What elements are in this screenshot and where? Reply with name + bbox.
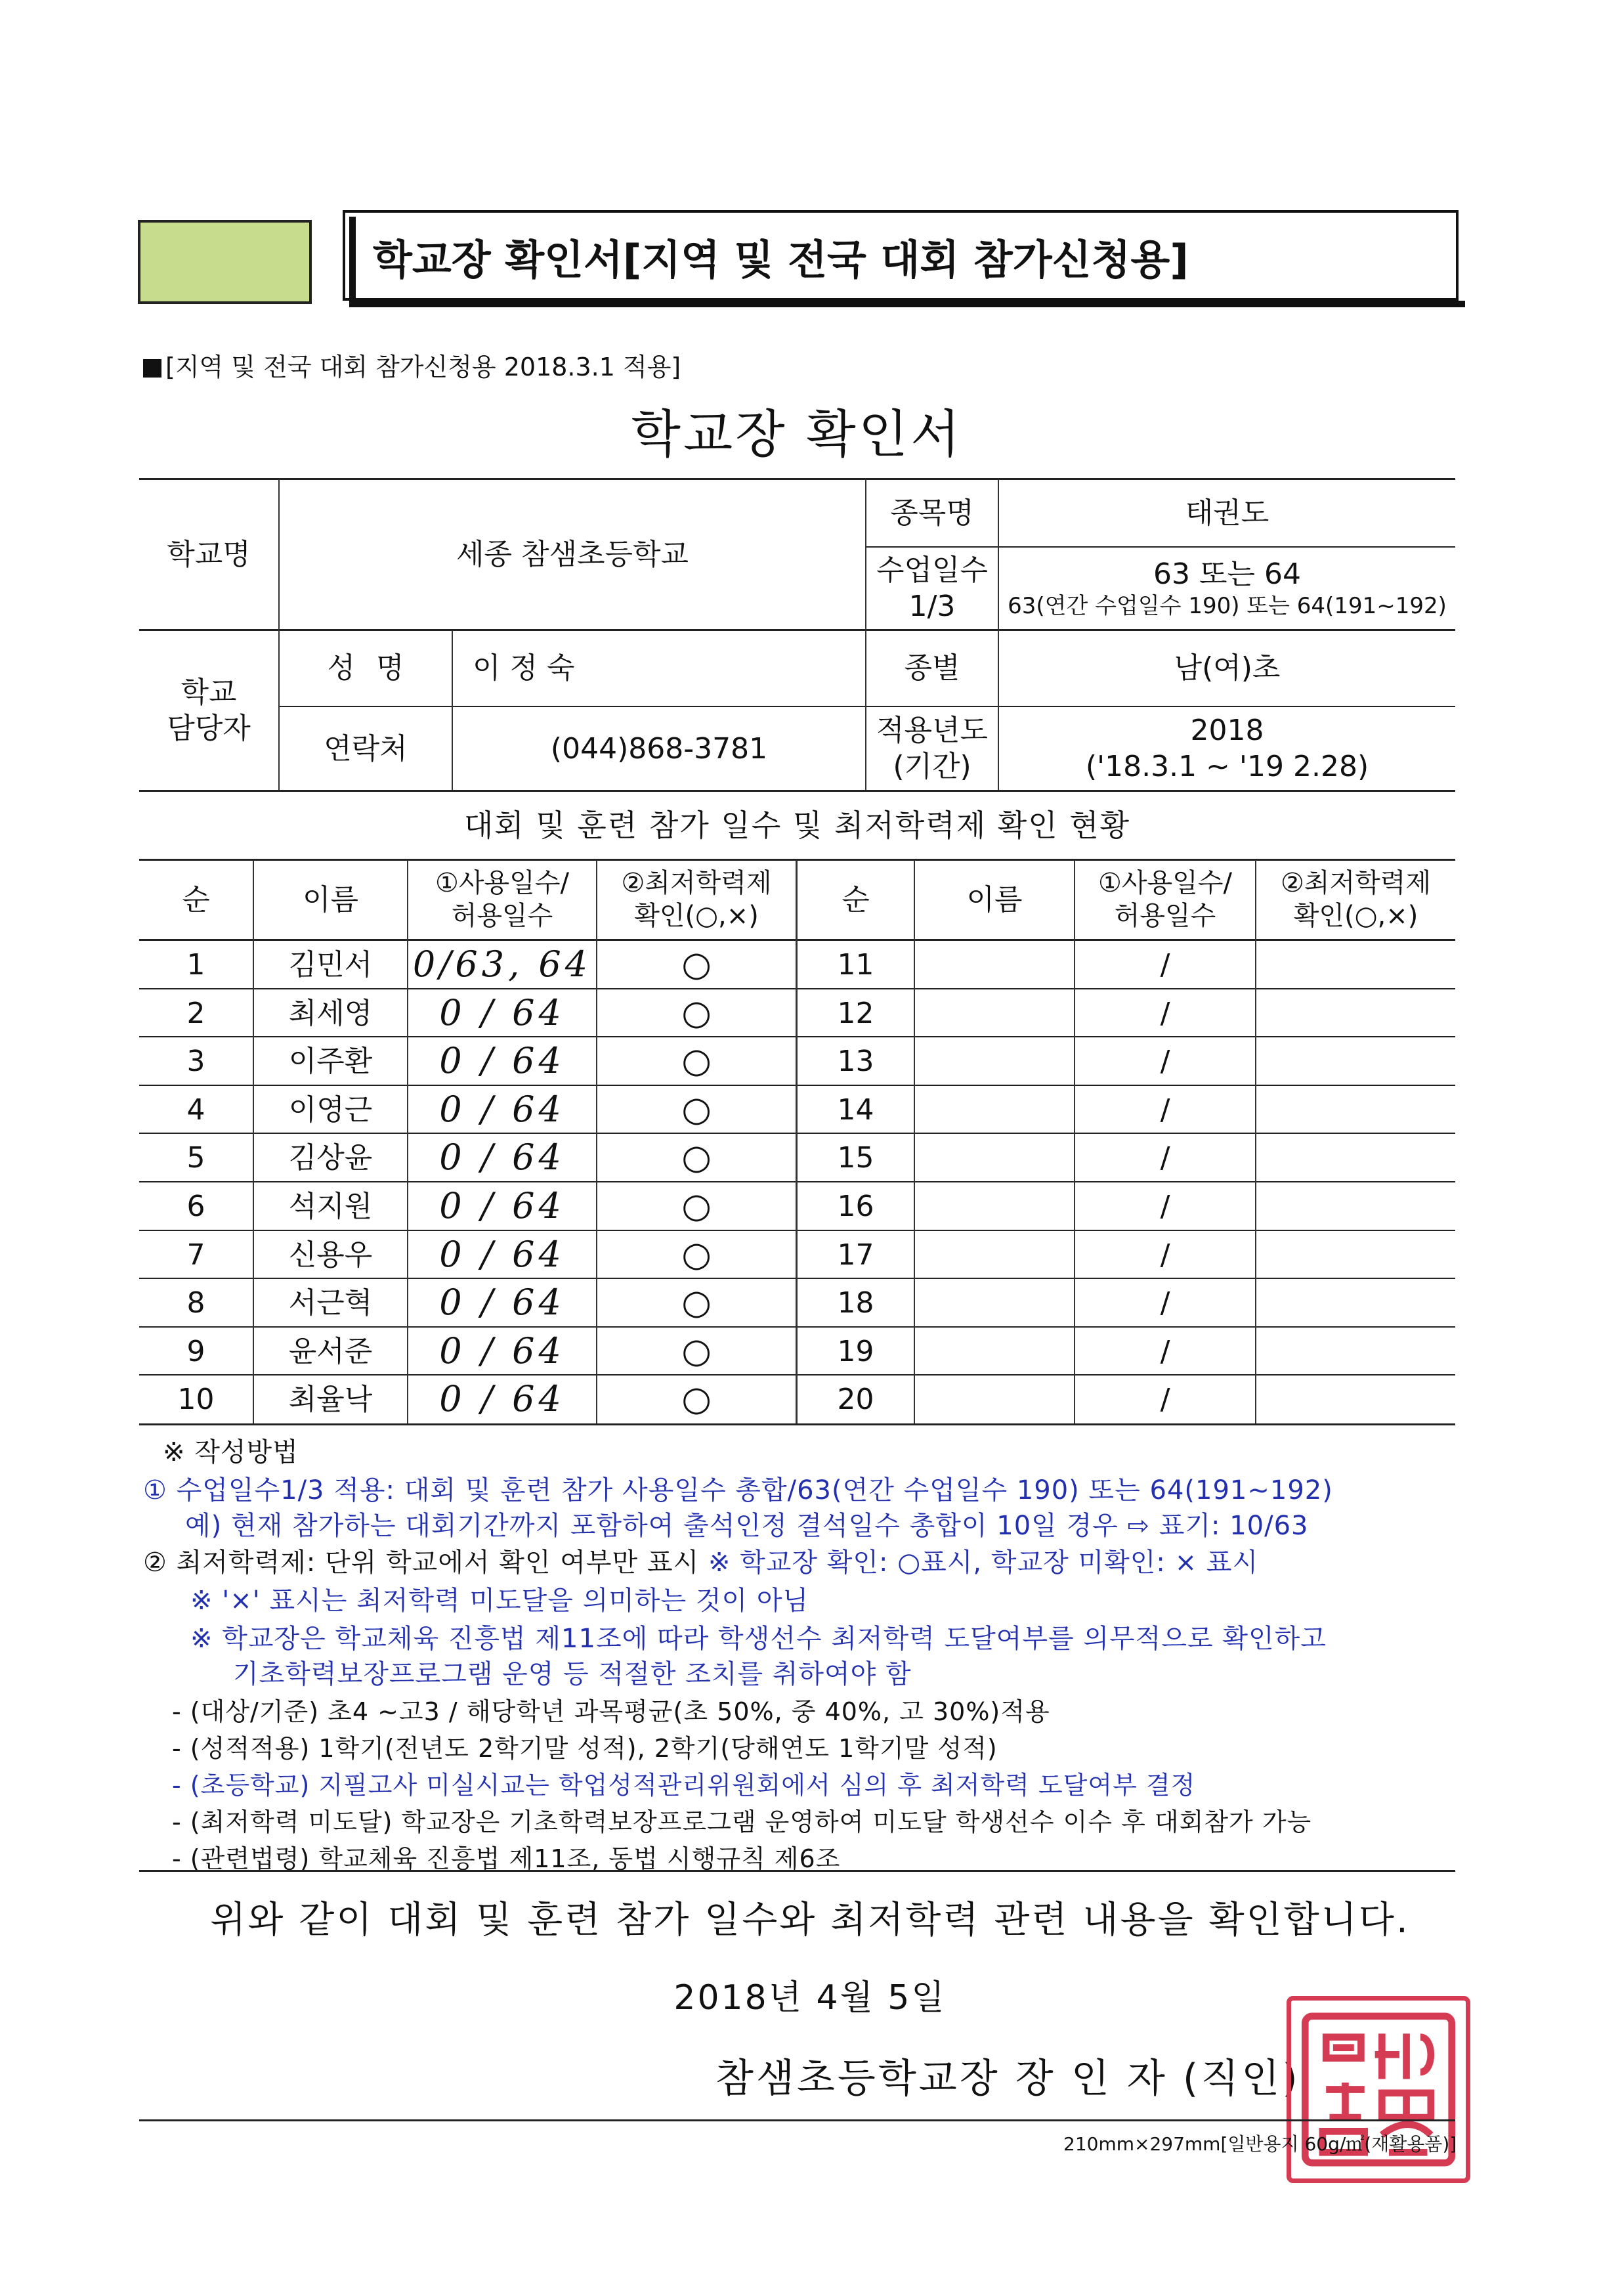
days-label-line2: 1/3	[908, 590, 956, 623]
gender-value: 남(여)초	[1174, 651, 1281, 685]
detail-3: - (초등학교) 지필고사 미실시교는 학업성적관리위원회에서 심의 후 최저학력 도달여부 결정	[172, 1771, 1196, 1800]
days-value-line1: 63 또는 64	[1153, 557, 1301, 592]
status-cell-number: 12	[837, 996, 874, 1030]
info-table-bottom-border	[139, 790, 1455, 792]
principal-signature-line: 참샘초등학교장 장 인 자 (직인)	[715, 2056, 1300, 2102]
status-cell-days: 0 / 64	[439, 992, 565, 1034]
status-cell-check	[1256, 1085, 1455, 1134]
detail-1: - (대상/기준) 초4 ~고3 / 해당학년 과목평균(초 50%, 중 40%, 고 30%)적용	[172, 1697, 1050, 1726]
status-cell-days: /	[1160, 1140, 1170, 1175]
status-cell-number: 15	[837, 1140, 874, 1175]
status-cell-check: ○	[681, 1282, 712, 1322]
status-cell-number: 11	[837, 947, 874, 982]
col-header-days-line2: 허용일수	[1114, 901, 1216, 931]
detail-4: - (최저학력 미도달) 학교장은 기초학력보장프로그램 운영하여 미도달 학생선수 이수 후 대회참가 가능	[172, 1808, 1312, 1836]
year-value-line1: 2018	[1190, 714, 1264, 747]
status-cell-name	[915, 989, 1074, 1037]
status-cell-days: /	[1160, 1334, 1170, 1368]
status-cell-days: 0 / 64	[439, 1040, 565, 1082]
col-header-check	[597, 860, 796, 939]
footer-border	[139, 2119, 1455, 2121]
year-label-line1: 적용년도	[876, 714, 988, 747]
status-table-caption: 대회 및 훈련 참가 일수 및 최저학력제 확인 현황	[463, 807, 1131, 843]
col-header-days-line2: 허용일수	[451, 901, 553, 931]
notes-bottom-border	[139, 1870, 1455, 1872]
status-cell-number: 19	[837, 1334, 874, 1368]
contact-label-line2: 담당자	[167, 711, 251, 745]
header-color-block	[138, 220, 312, 304]
days-value-line2: 63(연간 수업일수 190) 또는 64(191~192)	[1008, 593, 1447, 620]
status-cell-days: /	[1160, 1286, 1170, 1320]
status-cell-days: /	[1160, 996, 1170, 1030]
phone-label: 연락처	[324, 731, 408, 766]
status-cell-check: ○	[681, 1089, 712, 1129]
status-cell-number: 9	[186, 1334, 205, 1368]
status-cell-number: 13	[837, 1044, 874, 1078]
status-cell-check: ○	[681, 1137, 712, 1177]
status-cell-number: 4	[186, 1093, 205, 1127]
status-cell-check	[1256, 940, 1455, 989]
status-cell-check	[1256, 1037, 1455, 1085]
status-cell-number: 1	[186, 947, 205, 982]
gender-label: 종별	[904, 651, 960, 685]
status-cell-check: ○	[681, 1331, 712, 1371]
sport-value: 태권도	[1185, 496, 1269, 530]
sport-label: 종목명	[890, 496, 974, 530]
status-cell-number: 7	[186, 1238, 205, 1272]
detail-5: - (관련법령) 학교체육 진흥법 제11조, 동법 시행규칙 제6조	[172, 1844, 841, 1873]
col-header-check-line1: ②최저학력제	[621, 868, 772, 898]
status-cell-check	[1256, 989, 1455, 1037]
status-cell-days: /	[1160, 1189, 1170, 1223]
col-header-no: 순	[842, 882, 870, 917]
school-label: 학교명	[167, 537, 251, 571]
status-cell-check	[1256, 1182, 1455, 1230]
col-header-days	[1075, 860, 1255, 939]
paper-spec-footer: 210mm×297mm[일반용지 60g/㎡(재활용품)]	[1063, 2133, 1457, 2155]
status-cell-check: ○	[681, 1186, 712, 1226]
status-cell-days: 0 / 64	[439, 1330, 565, 1372]
name-label: 성 명	[327, 651, 404, 685]
status-cell-name: 서근혁	[288, 1286, 373, 1320]
status-cell-check	[1256, 1230, 1455, 1279]
status-cell-days: 0 / 64	[439, 1185, 565, 1227]
status-cell-number: 18	[837, 1286, 874, 1320]
status-cell-check: ○	[681, 1379, 712, 1419]
status-cell-number: 16	[837, 1189, 874, 1223]
col-header-check-line2: 확인(○,×)	[634, 901, 759, 931]
status-cell-name	[915, 1278, 1074, 1327]
year-label-line2: (기간)	[893, 750, 971, 783]
year-value-line2: ('18.3.1 ~ '19 2.28)	[1085, 750, 1369, 783]
status-cell-number: 8	[186, 1286, 205, 1320]
subtitle	[143, 347, 681, 383]
status-cell-check: ○	[681, 1041, 712, 1081]
confirmation-statement: 위와 같이 대회 및 훈련 참가 일수와 최저학력 관련 내용을 확인합니다.	[210, 1899, 1410, 1941]
name-value: 이 정 숙	[473, 651, 575, 685]
status-cell-check	[1256, 1375, 1455, 1423]
status-cell-check: ○	[681, 993, 712, 1033]
status-cell-number: 10	[177, 1382, 215, 1416]
status-cell-check	[1256, 1133, 1455, 1182]
status-cell-name: 신용우	[288, 1238, 373, 1272]
year-label	[866, 707, 998, 790]
status-cell-name	[915, 1085, 1074, 1134]
status-cell-number: 5	[186, 1140, 205, 1175]
detail-2: - (성적적용) 1학기(전년도 2학기말 성적), 2학기(당해연도 1학기말 성적)	[172, 1734, 998, 1763]
phone-value: (044)868-3781	[550, 731, 768, 766]
col-header-name: 이름	[966, 882, 1023, 917]
col-header-check	[1256, 860, 1455, 939]
school-value: 세종 참샘초등학교	[456, 537, 689, 571]
days-label-line1: 수업일수	[876, 553, 988, 587]
status-cell-check: ○	[681, 1234, 712, 1274]
status-cell-name: 이주환	[288, 1044, 373, 1078]
status-cell-name	[915, 1037, 1074, 1085]
status-cell-check	[1256, 1278, 1455, 1327]
status-cell-days: /	[1160, 1382, 1170, 1416]
status-cell-number: 6	[186, 1189, 205, 1223]
status-cell-days: /	[1160, 1238, 1170, 1272]
status-cell-days: 0/63, 64	[412, 943, 592, 986]
note-2a-text: ② 최저학력제: 단위 학교에서 확인 여부만 표시	[143, 1548, 700, 1578]
status-cell-name	[915, 1230, 1074, 1279]
status-cell-check: ○	[681, 944, 712, 984]
status-cell-days: 0 / 64	[439, 1137, 565, 1179]
status-cell-name: 김상윤	[288, 1140, 373, 1175]
status-cell-days: /	[1160, 1093, 1170, 1127]
status-cell-name: 윤서준	[288, 1334, 373, 1368]
status-cell-name	[915, 940, 1074, 989]
col-header-check-line2: 확인(○,×)	[1293, 901, 1418, 931]
note-2d: 기초학력보장프로그램 운영 등 적절한 조치를 취하여야 함	[233, 1659, 912, 1689]
status-cell-number: 17	[837, 1238, 874, 1272]
status-cell-name	[915, 1182, 1074, 1230]
contact-label	[139, 630, 278, 790]
status-cell-days: /	[1160, 947, 1170, 982]
days-value	[999, 548, 1455, 629]
square-bullet-icon	[143, 359, 161, 378]
days-label	[866, 548, 998, 629]
year-value	[999, 707, 1455, 790]
col-header-no: 순	[182, 882, 210, 917]
note-2c: ※ 학교장은 학교체육 진흥법 제11조에 따라 학생선수 최저학력 도달여부를 의무적으로 확인하고	[190, 1624, 1327, 1654]
col-header-days-line1: ①사용일수/	[1098, 868, 1232, 898]
subtitle-text: [지역 및 전국 대회 참가신청용 2018.3.1 적용]	[165, 353, 681, 381]
status-cell-name	[915, 1375, 1074, 1423]
status-cell-name: 최율낙	[288, 1382, 373, 1416]
contact-label-line1: 학교	[181, 675, 237, 709]
status-cell-check	[1256, 1327, 1455, 1375]
status-cell-name	[915, 1133, 1074, 1182]
status-cell-name	[915, 1327, 1074, 1375]
status-cell-days: 0 / 64	[439, 1089, 565, 1131]
document-title: 학교장 확인서	[631, 405, 963, 464]
status-cell-days: 0 / 64	[439, 1234, 565, 1276]
col-header-check-line1: ②최저학력제	[1280, 868, 1432, 898]
note-2a	[143, 1542, 1258, 1579]
note-1a: ① 수업일수1/3 적용: 대회 및 훈련 참가 사용일수 총합/63(연간 수업일수 190) 또는 64(191~192)	[143, 1475, 1333, 1505]
notes-heading: ※ 작성방법	[163, 1437, 299, 1467]
status-cell-days: 0 / 64	[439, 1378, 565, 1420]
status-cell-name: 석지원	[288, 1189, 373, 1223]
status-cell-number: 14	[837, 1093, 874, 1127]
col-header-days	[408, 860, 596, 939]
status-table-bottom-border	[139, 1423, 1455, 1425]
note-2a-mark-text: ※ 학교장 확인: ○표시, 학교장 미확인: × 표시	[708, 1548, 1259, 1578]
col-header-name: 이름	[302, 882, 358, 917]
col-header-days-line1: ①사용일수/	[435, 868, 569, 898]
status-cell-number: 20	[837, 1382, 874, 1416]
issue-date: 2018년 4월 5일	[673, 1978, 947, 2018]
status-cell-days: /	[1160, 1044, 1170, 1078]
status-cell-name: 이영근	[288, 1093, 373, 1127]
status-cell-name: 최세영	[288, 996, 373, 1030]
status-cell-days: 0 / 64	[439, 1282, 565, 1324]
note-1b: 예) 현재 참가하는 대회기간까지 포함하여 출석인정 결석일수 총합이 10일 경우 ⇨ 표기: 10/63	[185, 1511, 1309, 1541]
status-cell-number: 3	[186, 1044, 205, 1078]
status-cell-number: 2	[186, 996, 205, 1030]
status-cell-name: 김민서	[288, 947, 373, 982]
banner-title: 학교장 확인서[지역 및 전국 대회 참가신청용]	[373, 235, 1189, 284]
note-2b: ※ '×' 표시는 최저학력 미도달을 의미하는 것이 아님	[190, 1586, 809, 1616]
